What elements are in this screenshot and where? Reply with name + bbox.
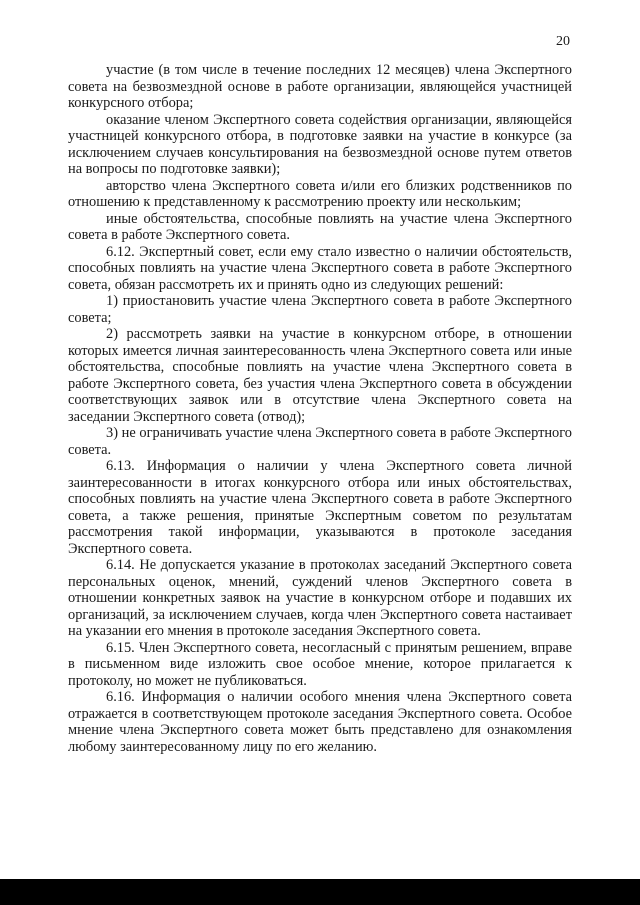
paragraph: оказание членом Экспертного совета содействия организации, являющейся участницей конкурсного отбора, в подготовке заявки на участие в конкурсе (за исключением случаев консультирования на безвозмездной основе путем ответов на вопросы по подготовке заявки); [68,111,572,177]
paragraph: 1) приостановить участие члена Экспертного совета в работе Экспертного совета; [68,293,572,326]
scan-border [0,879,640,905]
paragraph: авторство члена Экспертного совета и/или его близких родственников по отношению к представленному к рассмотрению проекту или нескольким; [68,177,572,210]
paragraph: 6.12. Экспертный совет, если ему стало известно о наличии обстоятельств, способных повлиять на участие члена Экспертного совета в работе Экспертного совета, обязан рассмотреть их и принять одно из следующих решений: [68,243,572,293]
paragraph: иные обстоятельства, способные повлиять на участие члена Экспертного совета в работе Экспертного совета. [68,210,572,243]
paragraph: 6.13. Информация о наличии у члена Экспертного совета личной заинтересованности в итогах конкурсного отбора или иных обстоятельствах, способных повлиять на участие члена Экспертного совета в работе Экспертного совета, а также решения, принятые Экспертным советом по результатам рассмотрения такой информации, указываются в протоколе заседания Экспертного совета. [68,458,572,557]
paragraph: участие (в том числе в течение последних 12 месяцев) члена Экспертного совета на безвозмездной основе в работе организации, являющейся участницей конкурсного отбора; [68,62,572,111]
paragraph: 6.14. Не допускается указание в протоколах заседаний Экспертного совета персональных оценок, мнений, суждений членов Экспертного совета в отношении конкретных заявок на участие в конкурсном отборе и подавших их организаций, за исключением случаев, когда член Экспертного совета настаивает на указании его мнения в протоколе заседания Экспертного совета. [68,557,572,639]
paragraph: 2) рассмотреть заявки на участие в конкурсном отборе, в отношении которых имеется личная заинтересованность члена Экспертного совета или иные обстоятельства, способные повлиять на участие члена Экспертного совета в работе Экспертного совета, без участия члена Экспертного совета в обсуждении соответствующих заявок или в отсутствие члена Экспертного совета на заседании Экспертного совета (отвод); [68,326,572,425]
paragraph: 6.16. Информация о наличии особого мнения члена Экспертного совета отражается в соответствующем протоколе заседания Экспертного совета. Особое мнение члена Экспертного совета может быть представлено для ознакомления любому заинтересованному лицу по его желанию. [68,689,572,755]
page-number: 20 [556,34,570,49]
document-body [68,62,572,755]
paragraph: 3) не ограничивать участие члена Экспертного совета в работе Экспертного совета. [68,425,572,458]
paragraph: 6.15. Член Экспертного совета, несогласный с принятым решением, вправе в письменном виде изложить свое особое мнение, которое прилагается к протоколу, но может не публиковаться. [68,639,572,689]
